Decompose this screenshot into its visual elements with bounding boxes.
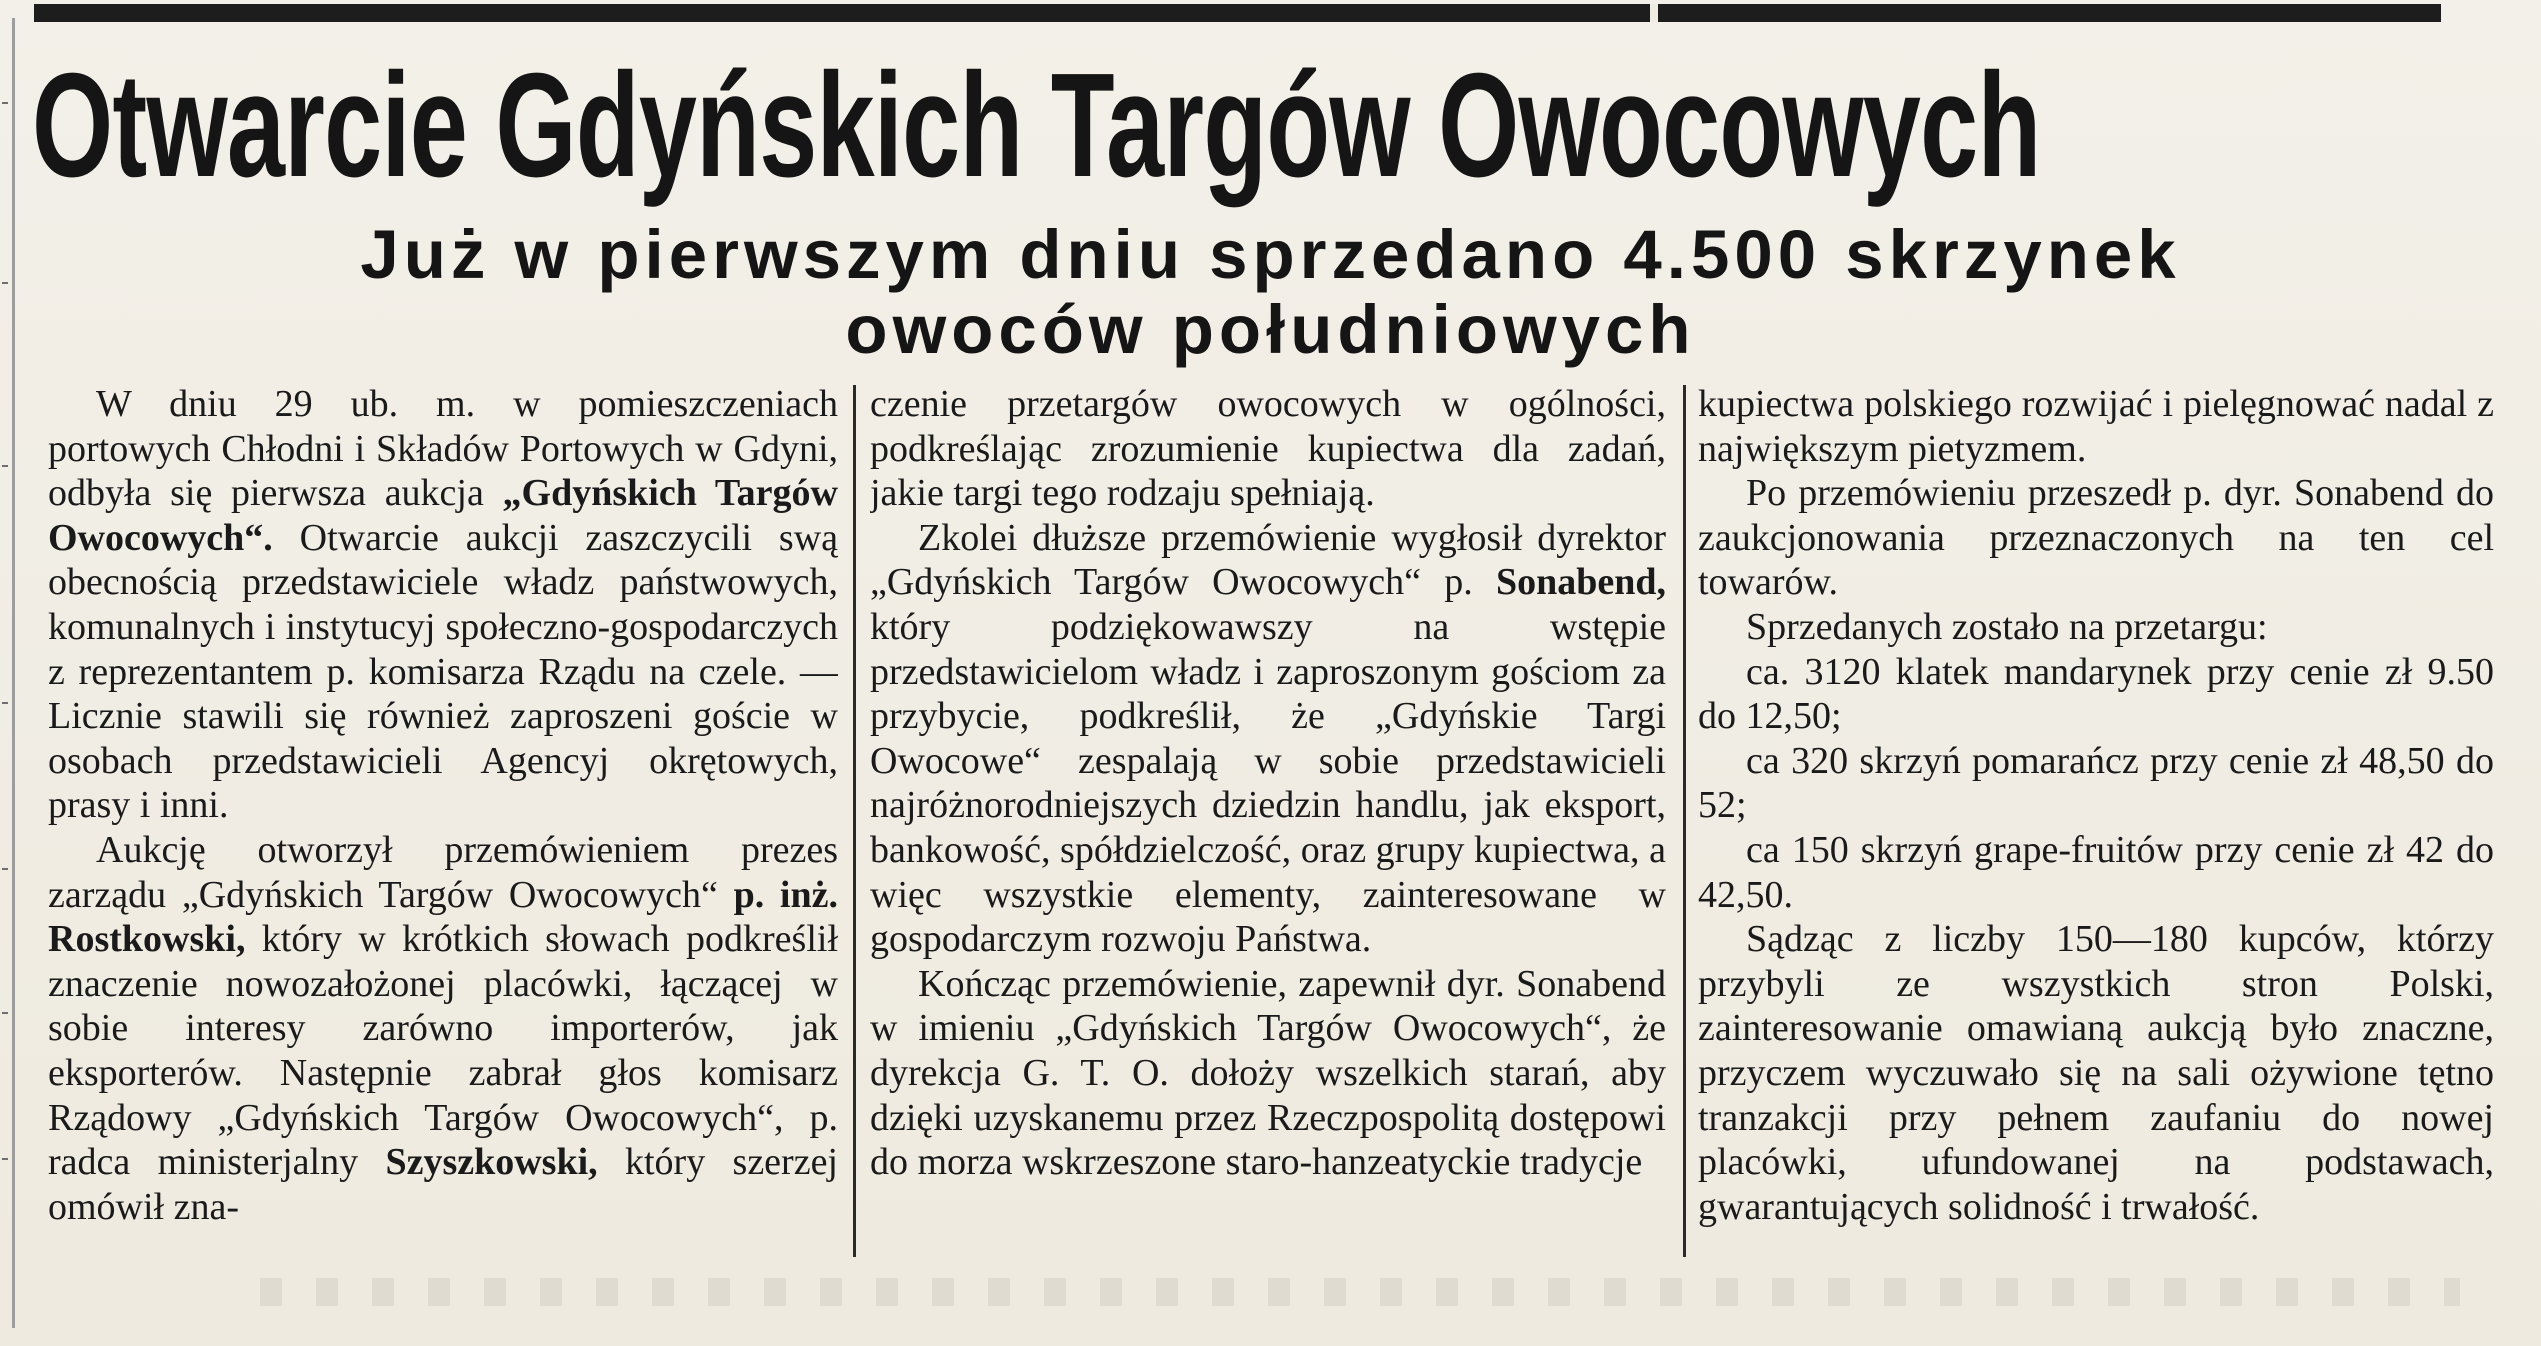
article-headline: Otwarcie Gdyńskich Targów Owocowych	[32, 43, 2041, 208]
text-run: Zkolei dłuższe przemówienie wygłosił dyrektor „Gdyńskich Targów Owocowych“ p.	[870, 516, 1666, 604]
text-run: Otwarcie aukcji zaszczycili swą obecnością przedstawiciele władz państwowych, komunalnych i instytucyj społeczno-gospodarczych z reprezentantem p. komisarza Rządu na czele. — Licznie stawili się również zaproszeni goście w osobach przedstawicieli Agencyj okrętowych, prasy i inni.	[48, 516, 838, 827]
column-divider-1	[853, 385, 856, 1257]
article-column-2	[870, 382, 1666, 1242]
paragraph	[870, 962, 1666, 1185]
text-run: Sprzedanych zostało na przetargu:	[1746, 605, 2268, 648]
bold-text-run: p. inż. Rostkowski,	[48, 873, 838, 961]
paragraph	[1698, 650, 2494, 739]
text-run: Kończąc przemówienie, zapewnił dyr. Sonabend w imieniu „Gdyńskich Targów Owocowych“, że dyrekcja G. T. O. dołoży wszelkich starań, aby dzięki uzyskanemu przez Rzeczpospolitą dostępowi do morza wskrzeszone staro-hanzeatyckie tradycje	[870, 962, 1666, 1184]
text-run: W dniu 29 ub. m. w pomieszczeniach portowych Chłodni i Składów Portowych w Gdyni, odbyła się pierwsza aukcja	[48, 383, 838, 515]
article-column-1	[48, 382, 838, 1242]
bleed-through-shadow	[260, 1278, 2460, 1306]
text-run: Po przemówieniu przeszedł p. dyr. Sonabend do zaukcjonowania przeznaczonych na ten cel towarów.	[1698, 472, 2494, 604]
text-run: ca 150 skrzyń grape-fruitów przy cenie zł 42 do 42,50.	[1698, 828, 2494, 916]
paragraph	[48, 382, 838, 828]
text-run: kupiectwa polskiego rozwijać i pielęgnować nadal z największym pietyzmem.	[1698, 383, 2494, 470]
paragraph	[870, 516, 1666, 962]
text-run: który szerzej omówił zna-	[48, 1141, 838, 1228]
bold-text-run: „Gdyńskich Targów Owocowych“.	[48, 472, 838, 559]
text-run: Aukcję otworzył przemówieniem prezes zarządu „Gdyńskich Targów Owocowych“	[48, 828, 838, 916]
left-margin-rule	[12, 18, 15, 1328]
left-margin-marks	[0, 0, 12, 1346]
text-run: Sądząc z liczby 150—180 kupców, którzy przybyli ze wszystkich stron Polski, zainteresowanie omawianą aukcją było znaczne, przyczem wyczuwało się na sali ożywione tętno tranzakcji przy pełnem zaufaniu do nowej placówki, ufundowanej na podstawach, gwarantujących solidność i trwałość.	[1698, 918, 2494, 1228]
top-rule	[34, 4, 2441, 22]
subheadline-line-2: owoców południowych	[845, 291, 1696, 368]
paragraph	[1698, 739, 2494, 828]
paragraph	[1698, 471, 2494, 605]
paragraph	[870, 382, 1666, 516]
text-run: ca 320 skrzyń pomarańcz przy cenie zł 48,50 do 52;	[1698, 739, 2494, 827]
top-rule-gap	[1650, 4, 1658, 22]
text-run: ca. 3120 klatek mandarynek przy cenie zł 9.50 do 12,50;	[1698, 650, 2494, 738]
article-column-3	[1698, 382, 2494, 1242]
column-divider-2	[1683, 385, 1686, 1257]
bold-text-run: Sonabend,	[1495, 561, 1666, 604]
subheadline-line-1: Już w pierwszym dniu sprzedano 4.500 skrzynek	[360, 216, 2181, 293]
text-run: który podziękowawszy na wstępie przedstawicielom władz i zaproszonym gościom za przybycie, podkreślił, że „Gdyńskie Targi Owocowe“ zespalają w sobie przedstawicieli najróżnorodniejszych dziedzin handlu, jak eksport, bankowość, spółdzielczość, oraz grupy kupiectwa, a więc wszystkie elementy, zainteresowane w gospodarczym rozwoju Państwa.	[870, 605, 1666, 961]
paragraph	[1698, 605, 2494, 650]
paragraph	[1698, 828, 2494, 917]
bold-text-run: Szyszkowski,	[385, 1141, 598, 1184]
paragraph	[48, 828, 838, 1229]
paragraph	[1698, 382, 2494, 471]
text-run: czenie przetargów owocowych w ogólności, podkreślając zrozumienie kupiectwa dla zadań, jakie targi tego rodzaju spełniają.	[870, 383, 1666, 515]
text-run: który w krótkich słowach podkreślił znaczenie nowozałożonej placówki, łączącej w sobie interesy zarówno importerów, jak eksporterów. Następnie zabrał głos komisarz Rządowy „Gdyńskich Targów Owocowych“, p. radca ministerjalny	[48, 918, 838, 1184]
paragraph	[1698, 917, 2494, 1229]
